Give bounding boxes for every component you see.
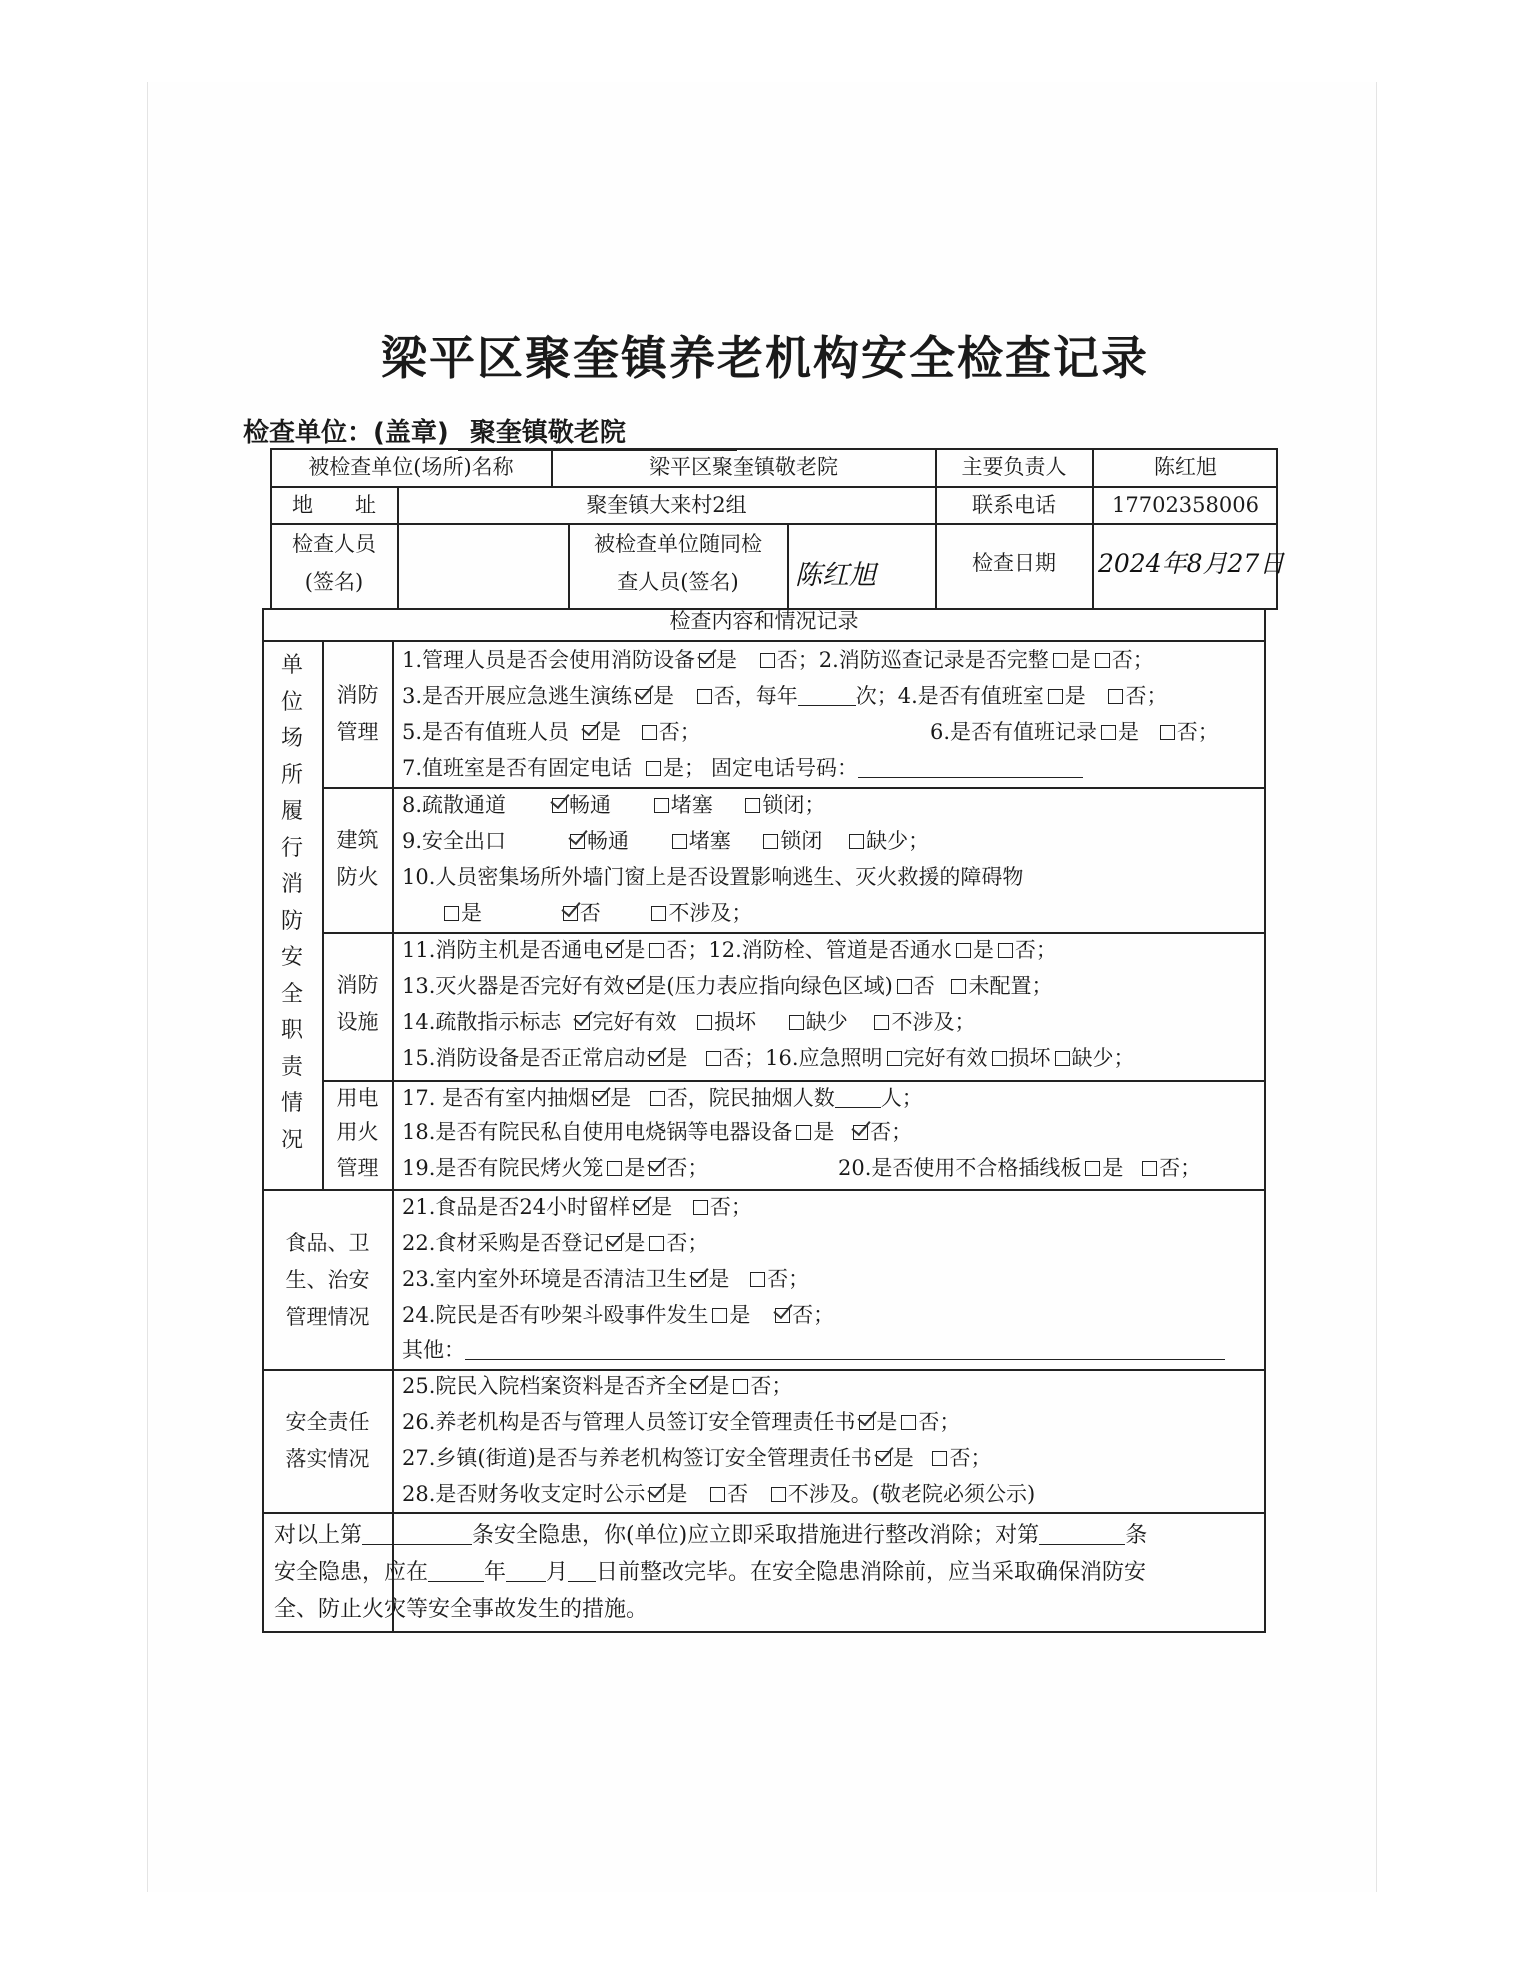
row-10: 10.人员密集场所外墙门窗上是否设置影响逃生、灭火救援的障碍物 <box>402 865 1024 889</box>
group-electric-2: 用火 <box>336 1120 379 1144</box>
row-8: 8.疏散通道 畅通 堵塞 锁闭； <box>402 793 826 817</box>
group-fire-mgmt-2: 管理 <box>336 720 379 744</box>
checkbox[interactable] <box>607 943 622 958</box>
row-13: 13.灭火器是否完好有效 是(压力表应指向绿色区域) 否 未配置； <box>402 974 1053 998</box>
checkbox[interactable] <box>853 1125 868 1140</box>
checkbox[interactable] <box>876 1451 891 1466</box>
checkbox[interactable] <box>634 1200 649 1215</box>
checkbox[interactable] <box>1142 1161 1157 1176</box>
date-label: 检查日期 <box>972 551 1056 575</box>
principal-value: 陈红旭 <box>1154 455 1217 479</box>
footer-line-3: 全、防止火灾等安全事故发生的措施。 <box>274 1597 649 1622</box>
checkbox[interactable] <box>951 979 966 994</box>
checkbox[interactable] <box>699 653 714 668</box>
checkbox[interactable] <box>649 1236 664 1251</box>
left-vertical-label <box>277 648 307 1159</box>
address-value: 聚奎镇大来村2组 <box>586 493 747 517</box>
row-10-options: 是 否 不涉及； <box>440 903 752 924</box>
checkbox[interactable] <box>897 979 912 994</box>
checkbox[interactable] <box>745 798 760 813</box>
row-27: 27.乡镇(街道)是否与养老机构签订安全管理责任书 是 否； <box>402 1446 992 1470</box>
inspecting-unit-value: 聚奎镇敬老院 <box>458 412 737 451</box>
group-safety-1: 安全责任 <box>285 1410 370 1434</box>
group-safety-2: 落实情况 <box>285 1447 370 1471</box>
row-18: 18.是否有院民私自使用电烧锅等电器设备 是 否； <box>402 1120 913 1144</box>
checkbox[interactable] <box>444 906 459 921</box>
row-21: 21.食品是否24小时留样 是 否； <box>402 1195 752 1219</box>
checkbox[interactable] <box>1101 725 1116 740</box>
row-7: 7.值班室是否有固定电话 是； 固定电话号码： <box>402 758 1083 779</box>
checkbox[interactable] <box>570 834 585 849</box>
checkbox[interactable] <box>607 1236 622 1251</box>
row-25: 25.院民入院档案资料是否齐全 是 否； <box>402 1374 793 1398</box>
checkbox[interactable] <box>712 1308 727 1323</box>
checkbox[interactable] <box>654 798 669 813</box>
section-title: 检查内容和情况记录 <box>669 609 859 633</box>
checkbox[interactable] <box>651 906 666 921</box>
checkbox[interactable] <box>750 1272 765 1287</box>
row-5: 5.是否有值班人员 是 否； <box>402 720 701 744</box>
checkbox[interactable] <box>649 1161 664 1176</box>
checkbox[interactable] <box>672 834 687 849</box>
group-building-2: 防火 <box>336 865 379 889</box>
row-3-4: 3.是否开展应急逃生演练 是 否，每年 次；4.是否有值班室 是 否； <box>402 684 1168 708</box>
checkbox[interactable] <box>1055 1051 1070 1066</box>
checkbox[interactable] <box>887 1051 902 1066</box>
row-9: 9.安全出口 畅通 堵塞 锁闭 缺少； <box>402 829 930 853</box>
checkbox[interactable] <box>552 798 567 813</box>
inspecting-unit-line <box>243 412 737 451</box>
phone-value: 17702358006 <box>1112 493 1259 517</box>
checkbox[interactable] <box>710 1487 725 1502</box>
checkbox[interactable] <box>1085 1161 1100 1176</box>
row-14: 14.疏散指示标志 完好有效 损坏 缺少 不涉及； <box>402 1010 976 1034</box>
checkbox[interactable] <box>583 725 598 740</box>
checkbox[interactable] <box>733 1379 748 1394</box>
row-28: 28.是否财务收支定时公示 是 否 不涉及。(敬老院必须公示) <box>402 1482 1036 1506</box>
accomp-signature: 陈红旭 <box>795 560 876 591</box>
checkbox[interactable] <box>691 1379 706 1394</box>
left-vertical-text: 单位场所履行消防安全职责情况 <box>280 653 303 1153</box>
checkbox[interactable] <box>691 1272 706 1287</box>
checkbox[interactable] <box>649 943 664 958</box>
group-food-3: 管理情况 <box>285 1305 370 1329</box>
row-other: 其他： <box>402 1340 1225 1361</box>
row-26: 26.养老机构是否与管理人员签订安全管理责任书 是 否； <box>402 1410 961 1434</box>
checkbox[interactable] <box>636 689 651 704</box>
checkbox[interactable] <box>575 1015 590 1030</box>
group-facilities-1: 消防 <box>336 973 379 997</box>
checkbox[interactable] <box>693 1200 708 1215</box>
checkbox[interactable] <box>849 834 864 849</box>
accomp-label-1: 被检查单位随同检 <box>594 532 762 556</box>
checkbox[interactable] <box>642 725 657 740</box>
checkbox[interactable] <box>771 1487 786 1502</box>
checkbox[interactable] <box>932 1451 947 1466</box>
footer-line-2: 安全隐患，应在 年 月 日前整改完毕。在安全隐患消除前，应当采取确保消防安 <box>274 1560 1147 1585</box>
address-label: 地 址 <box>292 493 376 517</box>
checkbox[interactable] <box>1160 725 1175 740</box>
row-19: 19.是否有院民烤火笼 是 否； <box>402 1156 709 1180</box>
group-electric-3: 管理 <box>336 1156 379 1180</box>
checkbox[interactable] <box>760 653 775 668</box>
checkbox[interactable] <box>646 761 661 776</box>
row-6: 6.是否有值班记录 是 否； <box>930 720 1219 744</box>
row-22: 22.食材采购是否登记 是 否； <box>402 1231 709 1255</box>
row-23: 23.室内室外环境是否清洁卫生 是 否； <box>402 1267 810 1291</box>
inspecting-unit-label: 检查单位：(盖章) <box>243 418 449 448</box>
checkbox[interactable] <box>789 1015 804 1030</box>
inspected-unit-value: 梁平区聚奎镇敬老院 <box>649 455 838 479</box>
checkbox[interactable] <box>956 943 971 958</box>
checkbox[interactable] <box>650 1091 665 1106</box>
date-value: 2024年8月27日 <box>1098 549 1285 578</box>
checkbox[interactable] <box>796 1125 811 1140</box>
checkbox[interactable] <box>874 1015 889 1030</box>
group-food-1: 食品、卫 <box>285 1231 370 1255</box>
checkbox[interactable] <box>763 834 778 849</box>
phone-label: 联系电话 <box>972 493 1056 517</box>
checkbox[interactable] <box>563 906 578 921</box>
inspector-label-2: (签名) <box>304 570 364 594</box>
group-building-1: 建筑 <box>336 828 379 852</box>
principal-label: 主要负责人 <box>961 455 1067 479</box>
checkbox[interactable] <box>859 1415 874 1430</box>
group-electric-1: 用电 <box>336 1086 379 1110</box>
checkbox[interactable] <box>628 979 643 994</box>
checkbox[interactable] <box>1108 689 1123 704</box>
row-11-12: 11.消防主机是否通电 是 否；12.消防栓、管道是否通水 是 否； <box>402 938 1057 962</box>
row-15-16: 15.消防设备是否正常启动 是 否；16.应急照明 完好有效 损坏 缺少； <box>402 1046 1135 1070</box>
group-fire-mgmt-1: 消防 <box>336 683 379 707</box>
row-17: 17. 是否有室内抽烟 是 否，院民抽烟人数 人； <box>402 1086 923 1110</box>
group-facilities-2: 设施 <box>336 1010 379 1034</box>
inspector-label-1: 检查人员 <box>292 532 376 556</box>
checkbox[interactable] <box>992 1051 1007 1066</box>
checkbox[interactable] <box>901 1415 916 1430</box>
checkbox[interactable] <box>649 1487 664 1502</box>
footer-line-1: 对以上第 条安全隐患，你(单位)应立即采取措施进行整改消除；对第 条 <box>274 1523 1148 1548</box>
checkbox[interactable] <box>593 1091 608 1106</box>
document-title: 梁平区聚奎镇养老机构安全检查记录 <box>381 331 1149 385</box>
checkbox[interactable] <box>998 943 1013 958</box>
checkbox[interactable] <box>706 1051 721 1066</box>
row-1-2: 1.管理人员是否会使用消防设备 是 否；2.消防巡查记录是否完整 是 否； <box>402 648 1154 672</box>
checkbox[interactable] <box>607 1161 622 1176</box>
checkbox[interactable] <box>1095 653 1110 668</box>
checkbox[interactable] <box>697 1015 712 1030</box>
row-20: 20.是否使用不合格插线板 是 否； <box>838 1156 1202 1180</box>
accomp-label-2: 查人员(签名) <box>617 570 739 594</box>
checkbox[interactable] <box>697 689 712 704</box>
checkbox[interactable] <box>1048 689 1063 704</box>
row-24: 24.院民是否有吵架斗殴事件发生 是 否； <box>402 1303 835 1327</box>
checkbox[interactable] <box>649 1051 664 1066</box>
inspected-unit-label: 被检查单位(场所)名称 <box>308 455 514 479</box>
checkbox[interactable] <box>1053 653 1068 668</box>
checkbox[interactable] <box>775 1308 790 1323</box>
group-food-2: 生、治安 <box>285 1268 370 1292</box>
